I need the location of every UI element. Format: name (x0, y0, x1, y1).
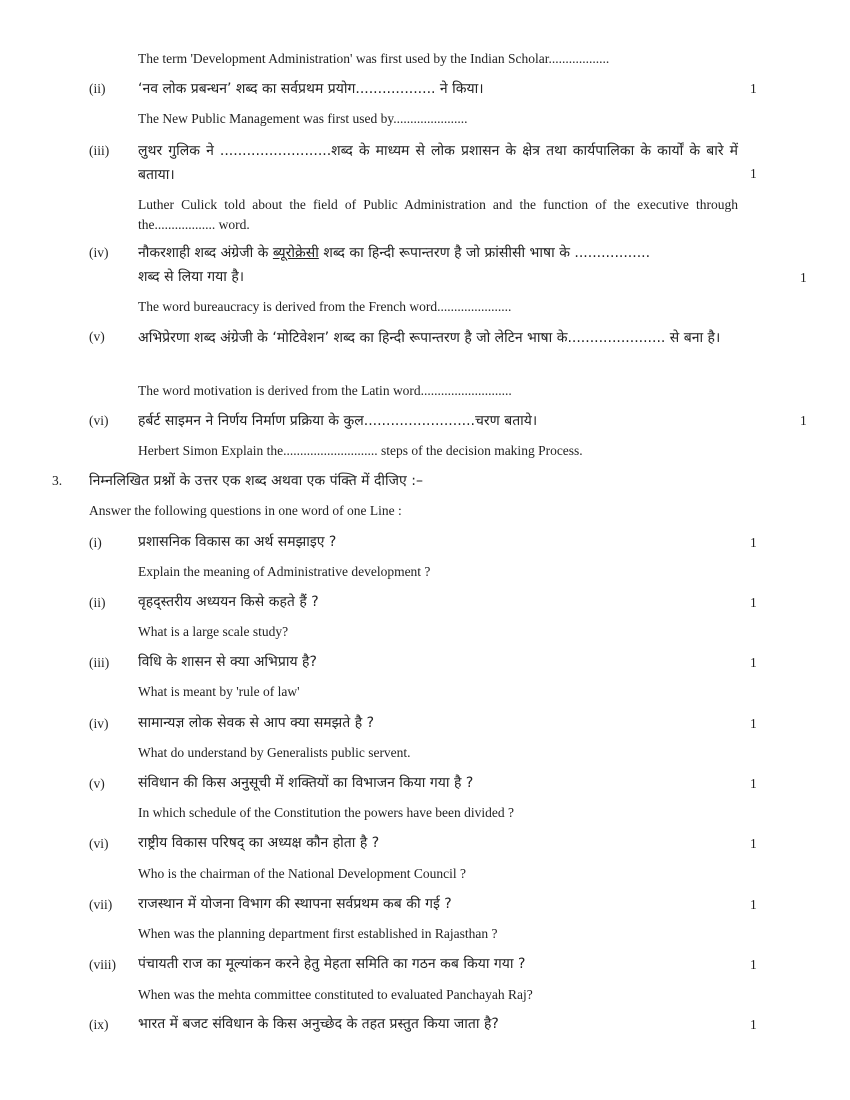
question-mark: 1 (750, 836, 757, 851)
item-iv-hindi-line1 (138, 243, 650, 262)
question-mark: 1 (750, 595, 757, 610)
question-mark: 1 (750, 655, 757, 670)
question-number: (ix) (89, 1017, 109, 1032)
item-iii-number: (iii) (89, 143, 110, 158)
question-number: (viii) (89, 957, 116, 972)
item-iv-english: The word bureaucracy is derived from the French word...................... (138, 299, 512, 314)
item-vi-mark: 1 (800, 413, 807, 428)
item-vi-english: Herbert Simon Explain the............................ steps of the decision making Process. (138, 443, 583, 458)
question-english: Explain the meaning of Administrative development ? (138, 564, 431, 579)
question-hindi: वृहद्स्तरीय अध्ययन किसे कहते हैं ? (138, 594, 319, 610)
question-english: In which schedule of the Constitution the powers have been divided ? (138, 805, 515, 820)
item-iv-hindi-part-a: नौकरशाही शब्द अंग्रेजी के (138, 245, 273, 261)
question-mark: 1 (750, 897, 757, 912)
question-mark: 1 (750, 957, 757, 972)
question-mark: 1 (750, 776, 757, 791)
question-english: What is meant by 'rule of law' (138, 684, 300, 699)
item-iii-hindi: लुथर गुलिक ने .........................शब्द के माध्यम से लोक प्रशासन के क्षेत्र तथा कार्यपालिका के कार्यों के बारे में बताया। (138, 143, 738, 183)
question-number: (ii) (89, 595, 106, 610)
item-iv-hindi-underlined: ब्यूरोक्रेसी (272, 245, 319, 261)
item-ii-mark: 1 (750, 81, 757, 96)
item-ii-number: (ii) (89, 81, 106, 96)
question-number: (vi) (89, 836, 109, 851)
section-3-number: 3. (52, 473, 63, 488)
question-english: What do understand by Generalists public servent. (138, 745, 411, 760)
question-hindi: राजस्थान में योजना विभाग की स्थापना सर्वप्रथम कब की गई ? (138, 896, 452, 912)
item-v-english: The word motivation is derived from the Latin word........................... (138, 383, 512, 398)
question-number: (iv) (89, 716, 109, 731)
item-i-english: The term 'Development Administration' was first used by the Indian Scholar.................. (138, 51, 610, 66)
item-iii-english: Luther Culick told about the field of Public Administration and the function of the executive through the.................. word. (138, 197, 738, 232)
item-iv-mark: 1 (800, 270, 807, 285)
question-mark: 1 (750, 1017, 757, 1032)
question-hindi: संविधान की किस अनुसूची में शक्तियों का विभाजन किया गया है ? (138, 775, 474, 791)
question-english: What is a large scale study? (138, 624, 289, 639)
question-hindi: सामान्यज्ञ लोक सेवक से आप क्या समझते है ? (138, 715, 375, 731)
item-vi-number: (vi) (89, 413, 109, 428)
question-english: Who is the chairman of the National Development Council ? (138, 866, 467, 881)
question-number: (i) (89, 535, 102, 550)
question-mark: 1 (750, 716, 757, 731)
item-v-number: (v) (89, 329, 105, 344)
question-number: (iii) (89, 655, 110, 670)
question-hindi: पंचायती राज का मूल्यांकन करने हेतु मेहता समिति का गठन कब किया गया ? (138, 956, 526, 972)
question-english: When was the planning department first established in Rajasthan ? (138, 926, 498, 941)
question-hindi: राष्ट्रीय विकास परिषद् का अध्यक्ष कौन होता है ? (138, 835, 380, 851)
question-hindi: भारत में बजट संविधान के किस अनुच्छेद के तहत प्रस्तुत किया जाता है? (138, 1016, 499, 1032)
item-iv-hindi-part-b: शब्द का हिन्दी रूपान्तरण है जो फ्रांसीसी भाषा के ................. (318, 245, 651, 261)
item-iv-hindi-line2: शब्द से लिया गया है। (138, 269, 245, 285)
question-number: (v) (89, 776, 105, 791)
question-hindi: विधि के शासन से क्या अभिप्राय है? (138, 654, 317, 670)
section-3-instruction-hindi: निम्नलिखित प्रश्नों के उत्तर एक शब्द अथवा एक पंक्ति में दीजिए :– (89, 473, 423, 489)
item-ii-hindi: ‘नव लोक प्रबन्धन’ शब्द का सर्वप्रथम प्रयोग.................. ने किया। (138, 81, 484, 97)
item-v-hindi: अभिप्रेरणा शब्द अंग्रेजी के ‘मोटिवेशन’ शब्द का हिन्दी रूपान्तरण है जो लेटिन भाषा के...................... से बना है। (138, 330, 721, 346)
item-iii-mark: 1 (750, 166, 757, 181)
question-number: (vii) (89, 897, 113, 912)
question-english: When was the mehta committee constituted to evaluated Panchayah Raj? (138, 987, 533, 1002)
question-mark: 1 (750, 535, 757, 550)
item-ii-english: The New Public Management was first used by...................... (138, 111, 468, 126)
item-iv-number: (iv) (89, 245, 109, 260)
item-vi-hindi: हर्बर्ट साइमन ने निर्णय निर्माण प्रक्रिया के कुल.........................चरण बताये। (138, 413, 538, 429)
question-hindi: प्रशासनिक विकास का अर्थ समझाइए ? (138, 534, 337, 550)
section-3-instruction-english: Answer the following questions in one word of one Line : (89, 503, 402, 518)
